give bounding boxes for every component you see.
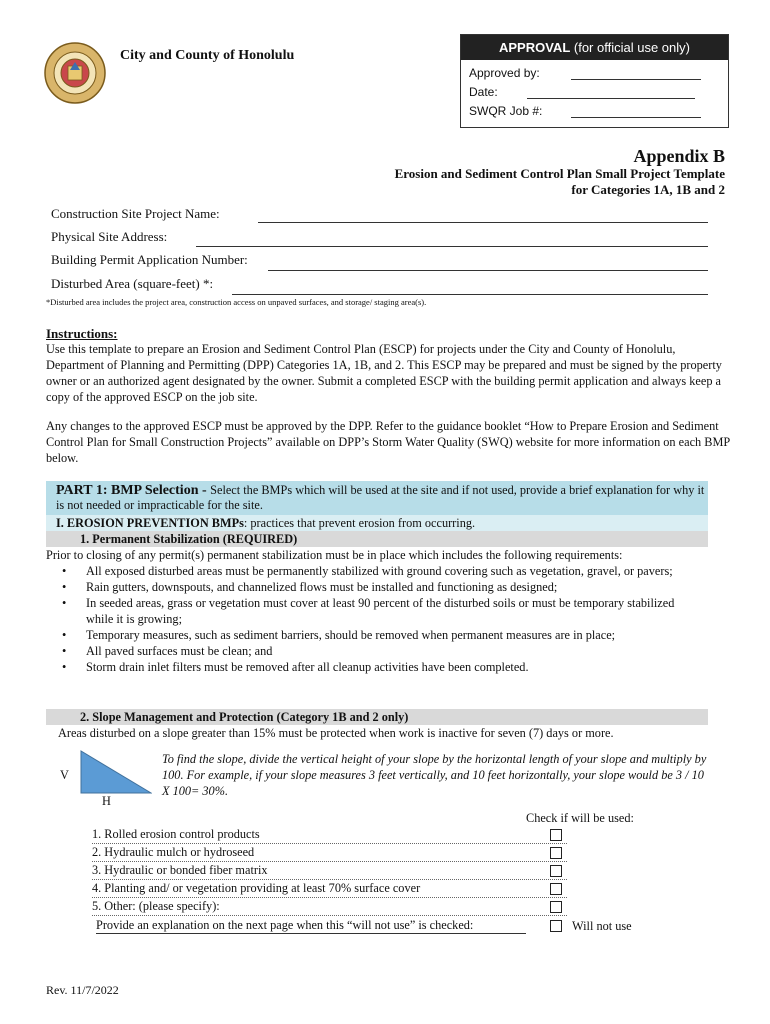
revision-date: Rev. 11/7/2022 <box>46 983 119 997</box>
section2-intro: Areas disturbed on a slope greater than 15% must be protected when work is inactive for seven (7) days or more. <box>58 726 614 740</box>
address-label: Physical Site Address: <box>51 229 168 244</box>
footnote: *Disturbed area includes the project area, construction access on unpaved surfaces, and storage/ staging area(s). <box>46 297 427 307</box>
slope-vertical-label: V <box>60 768 69 782</box>
list-item: • Rain gutters, downspouts, and channelized flows must be installed and functioning as designed; <box>62 580 558 594</box>
city-name: City and County of Honolulu <box>120 48 295 63</box>
address-input[interactable] <box>196 246 708 247</box>
disturbed-area-input[interactable] <box>232 294 708 295</box>
swqr-label: SWQR Job #: <box>469 104 543 118</box>
slope-triangle-icon <box>80 750 152 794</box>
section1-intro: Prior to closing of any permit(s) permanent stabilization must be in place which includes the following requirements: <box>46 548 623 562</box>
permit-number-label: Building Permit Application Number: <box>51 252 248 267</box>
part1-title: PART 1: BMP Selection - <box>56 483 211 498</box>
slope-option-1-checkbox[interactable] <box>550 829 562 841</box>
slope-horizontal-label: H <box>102 794 111 808</box>
list-item: • All exposed disturbed areas must be permanently stabilized with ground covering such as vegetation, gravel, or pavers; <box>62 564 673 578</box>
date-label: Date: <box>469 85 498 99</box>
section2-header: 2. Slope Management and Protection (Category 1B and 2 only) <box>46 709 708 725</box>
section1-header: 1. Permanent Stabilization (REQUIRED) <box>46 531 708 547</box>
slope-option-3: 3. Hydraulic or bonded fiber matrix <box>92 862 567 880</box>
slope-option-2-checkbox[interactable] <box>550 847 562 859</box>
will-not-use-label: Will not use <box>572 919 632 933</box>
part1-header <box>46 481 708 515</box>
document-subtitle: Erosion and Sediment Control Plan Small Project Template for Categories 1A, 1B and 2 <box>394 166 725 197</box>
instructions-heading: Instructions: <box>46 326 118 341</box>
list-item: • Storm drain inlet filters must be removed after all cleanup activities have been completed. <box>62 660 529 674</box>
check-header: Check if will be used: <box>526 811 634 825</box>
disturbed-area-label: Disturbed Area (square-feet) *: <box>51 276 214 291</box>
part1-description: Select the BMPs which will be used at the site and if not used, provide a brief explanation for why it is not needed or impracticable for the site. <box>56 483 705 512</box>
explanation-prompt: Provide an explanation on the next page when this “will not use” is checked: <box>96 917 526 934</box>
approval-header: APPROVAL (for official use only) <box>461 35 728 60</box>
slope-option-4-checkbox[interactable] <box>550 883 562 895</box>
date-line[interactable] <box>527 98 695 99</box>
project-name-input[interactable] <box>258 222 708 223</box>
slope-option-1: 1. Rolled erosion control products <box>92 826 567 844</box>
appendix-title: Appendix B <box>633 146 725 166</box>
will-not-use-checkbox[interactable] <box>550 920 562 932</box>
slope-option-5-checkbox[interactable] <box>550 901 562 913</box>
list-item: • All paved surfaces must be clean; and <box>62 644 273 658</box>
erosion-prevention-header: I. EROSION PREVENTION BMPs: practices that prevent erosion from occurring. <box>46 515 708 531</box>
list-item: • In seeded areas, grass or vegetation must cover at least 90 percent of the disturbed soils or must be temporary stabilized while it is growing; <box>62 596 675 626</box>
approved-by-label: Approved by: <box>469 66 540 80</box>
instructions-paragraph-1: Use this template to prepare an Erosion and Sediment Control Plan (ESCP) for projects under the City and County of Honolulu, Department of Planning and Permitting (DPP) Categories 1A, 1B, and 2. This ESCP may be prepared and must be signed by the property owner or an authorized agent designated by the owner. Submit a completed ESCP with the building permit application and always keep a copy of the approved ESCP on the job site. <box>46 342 722 404</box>
slope-option-5: 5. Other: (please specify): <box>92 898 567 916</box>
permit-number-input[interactable] <box>268 270 708 271</box>
section1-bullets <box>46 563 686 675</box>
city-seal-logo <box>44 42 106 104</box>
slope-option-2: 2. Hydraulic mulch or hydroseed <box>92 844 567 862</box>
approved-by-line[interactable] <box>571 79 701 80</box>
instructions-paragraph-2: Any changes to the approved ESCP must be approved by the DPP. Refer to the guidance booklet “How to Prepare Erosion and Sediment Control Plan for Small Construction Projects” available on DPP’s Storm Water Quality (SWQ) website for more information on each BMP below. <box>46 419 730 465</box>
swqr-line[interactable] <box>571 117 701 118</box>
slope-instructions: To find the slope, divide the vertical height of your slope by the horizontal length of your slope and multiply by 100. For example, if your slope measures 3 feet vertically, and 10 feet horizontally, your slope would be 3 / 10 X 100= 30%. <box>162 752 707 798</box>
slope-option-4: 4. Planting and/ or vegetation providing at least 70% surface cover <box>92 880 567 898</box>
approval-box <box>460 34 729 128</box>
slope-option-3-checkbox[interactable] <box>550 865 562 877</box>
project-name-label: Construction Site Project Name: <box>51 206 220 221</box>
list-item: • Temporary measures, such as sediment barriers, should be removed when permanent measures are in place; <box>62 628 616 642</box>
